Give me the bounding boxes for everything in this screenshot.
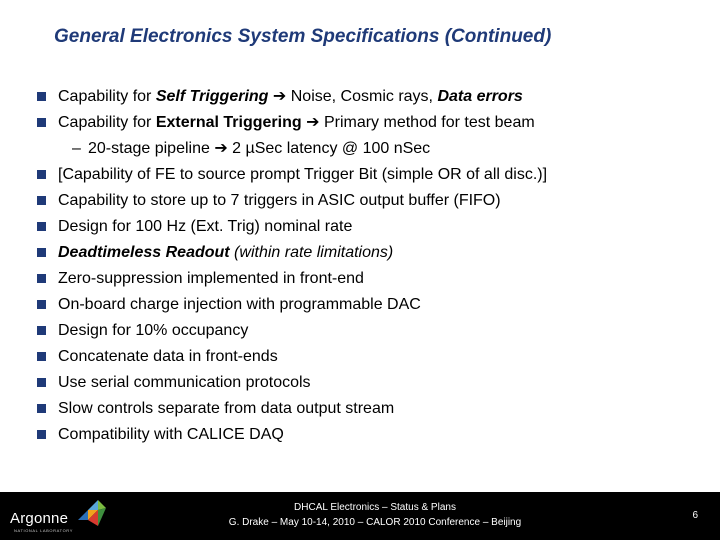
bullet-text: Slow controls separate from data output stream bbox=[58, 400, 395, 417]
logo-subtext: NATIONAL LABORATORY bbox=[14, 528, 73, 533]
bullet-item bbox=[36, 266, 706, 292]
bullet-emphasis: Data errors bbox=[437, 88, 523, 105]
square-bullet-icon bbox=[37, 300, 46, 309]
sub-bullet-item bbox=[36, 136, 706, 162]
bullet-item bbox=[36, 214, 706, 240]
bullet-text: ➔ Primary method for test beam bbox=[301, 114, 535, 131]
logo-text: Argonne bbox=[10, 510, 69, 527]
footer-bar bbox=[0, 492, 720, 540]
bullet-text: Design for 100 Hz (Ext. Trig) nominal rate bbox=[58, 218, 353, 235]
square-bullet-icon bbox=[37, 430, 46, 439]
bullet-emphasis: Self Triggering bbox=[155, 88, 269, 105]
bullet-text: Concatenate data in front-ends bbox=[58, 348, 278, 365]
bullet-text: ➔ Noise, Cosmic rays, bbox=[268, 88, 438, 105]
square-bullet-icon bbox=[37, 118, 46, 127]
bullet-item bbox=[36, 84, 706, 110]
bullet-item bbox=[36, 110, 706, 136]
square-bullet-icon bbox=[37, 326, 46, 335]
footer-line-2: G. Drake – May 10-14, 2010 – CALOR 2010 Conference – Beijing bbox=[228, 517, 522, 528]
square-bullet-icon bbox=[37, 92, 46, 101]
bullet-list bbox=[36, 84, 706, 448]
bullet-item bbox=[36, 162, 706, 188]
bullet-text: Capability for bbox=[58, 88, 156, 105]
square-bullet-icon bbox=[37, 352, 46, 361]
square-bullet-icon bbox=[37, 196, 46, 205]
dash-icon: – bbox=[72, 140, 81, 157]
bullet-item bbox=[36, 292, 706, 318]
bullet-text: Design for 10% occupancy bbox=[58, 322, 249, 339]
bullet-item bbox=[36, 344, 706, 370]
square-bullet-icon bbox=[37, 222, 46, 231]
bullet-text: (within rate limitations) bbox=[229, 244, 394, 261]
sub-bullet-text: 20-stage pipeline ➔ 2 µSec latency @ 100 nSec bbox=[88, 140, 431, 157]
footer-caption bbox=[180, 500, 570, 530]
bullet-text: On-board charge injection with programmable DAC bbox=[58, 296, 421, 313]
bullet-text: Use serial communication protocols bbox=[58, 374, 311, 391]
square-bullet-icon bbox=[37, 248, 46, 257]
square-bullet-icon bbox=[37, 274, 46, 283]
bullet-item bbox=[36, 396, 706, 422]
slide-title: General Electronics System Specifications (Continued) bbox=[54, 26, 552, 47]
square-bullet-icon bbox=[37, 378, 46, 387]
bullet-text: [Capability of FE to source prompt Trigger Bit (simple OR of all disc.)] bbox=[58, 166, 548, 183]
argonne-logo bbox=[6, 496, 126, 536]
bullet-item bbox=[36, 240, 706, 266]
bullet-text: Capability to store up to 7 triggers in ASIC output buffer (FIFO) bbox=[58, 192, 501, 209]
footer-line-1: DHCAL Electronics – Status & Plans bbox=[294, 502, 456, 513]
bullet-item bbox=[36, 188, 706, 214]
argonne-logo-icon bbox=[74, 496, 108, 530]
bullet-emphasis: Deadtimeless Readout bbox=[58, 244, 230, 261]
square-bullet-icon bbox=[37, 404, 46, 413]
bullet-emphasis: External Triggering bbox=[155, 114, 302, 131]
bullet-item bbox=[36, 318, 706, 344]
bullet-text: Zero-suppression implemented in front-end bbox=[58, 270, 364, 287]
bullet-item bbox=[36, 370, 706, 396]
square-bullet-icon bbox=[37, 170, 46, 179]
bullet-item bbox=[36, 422, 706, 448]
page-number: 6 bbox=[692, 510, 698, 521]
bullet-text: Capability for bbox=[58, 114, 156, 131]
bullet-text: Compatibility with CALICE DAQ bbox=[58, 426, 284, 443]
